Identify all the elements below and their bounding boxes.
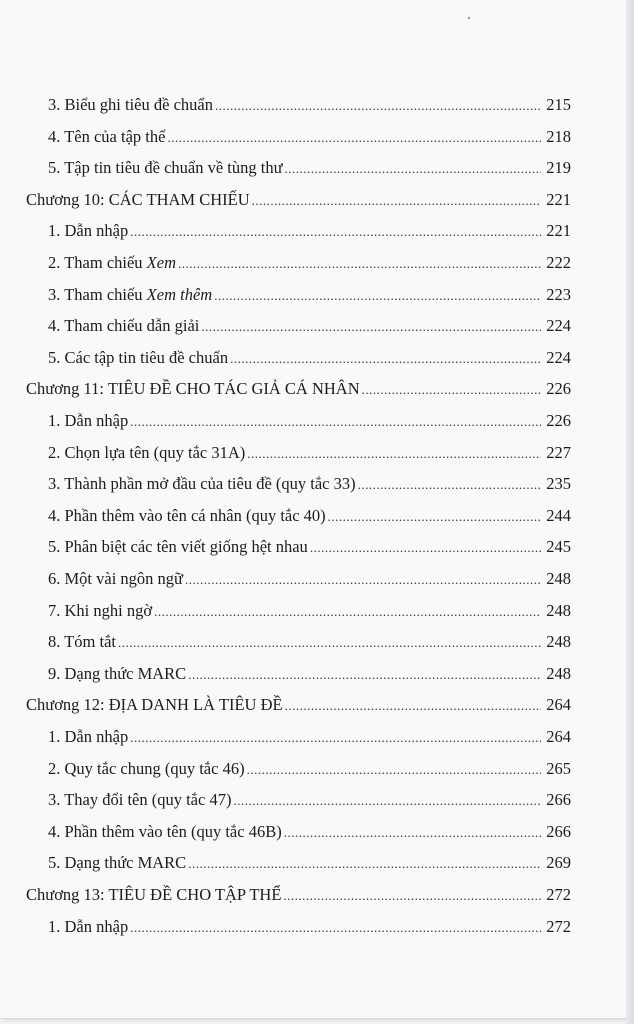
toc-section-entry: [48, 442, 571, 464]
toc-entry-title: 9. Dạng thức MARC: [48, 663, 187, 683]
toc-dot-leader: [310, 537, 541, 559]
toc-entry-title: Chương 12: ĐỊA DANH LÀ TIÊU ĐỀ: [26, 695, 283, 715]
toc-section-entry: [48, 758, 571, 780]
toc-dot-leader: [130, 917, 541, 939]
toc-page-number: 224: [546, 347, 571, 367]
toc-section-entry: [48, 157, 571, 179]
toc-section-entry: [48, 852, 571, 874]
toc-dot-leader: [215, 95, 541, 117]
toc-page-number: 245: [546, 537, 571, 557]
toc-entry-title: 4. Tên của tập thể: [48, 126, 166, 146]
toc-entry-title: 5. Phân biệt các tên viết giống hệt nhau: [48, 537, 308, 557]
toc-dot-leader: [188, 664, 541, 686]
toc-page-number: 266: [546, 790, 571, 810]
toc-section-entry: [48, 789, 571, 811]
toc-entry-title: 5. Dạng thức MARC: [48, 853, 187, 873]
toc-page-number: 265: [546, 758, 571, 778]
toc-page-number: 244: [546, 505, 571, 525]
toc-entry-title: 8. Tóm tắt: [48, 632, 116, 652]
toc-page-number: 272: [546, 885, 571, 904]
page-edge-shadow: [626, 0, 634, 1024]
toc-dot-leader: [358, 474, 541, 496]
toc-dot-leader: [283, 885, 541, 907]
toc-dot-leader: [214, 285, 541, 307]
toc-dot-leader: [233, 790, 541, 812]
toc-entry-title: 4. Tham chiếu dẫn giải: [48, 316, 200, 336]
toc-entry-title: 1. Dẫn nhập: [48, 411, 129, 430]
toc-section-entry: [48, 600, 571, 622]
toc-entry-title: 7. Khi nghi ngờ: [48, 600, 153, 620]
toc-dot-leader: [130, 727, 541, 749]
toc-page-number: 218: [546, 126, 571, 146]
toc-section-entry: [48, 284, 571, 306]
toc-entry-title: 5. Tập tin tiêu đề chuẩn về tùng thư: [48, 158, 283, 178]
toc-page-number: 221: [546, 189, 571, 209]
toc-dot-leader: [285, 695, 541, 717]
toc-entry-title: 4. Phần thêm vào tên (quy tắc 46B): [48, 821, 282, 841]
toc-dot-leader: [201, 316, 541, 338]
toc-dot-leader: [185, 569, 541, 591]
toc-section-entry: [48, 347, 571, 369]
toc-chapter-entry: [26, 189, 571, 211]
toc-chapter-entry: [26, 694, 571, 716]
toc-section-entry: [48, 536, 571, 558]
toc-section-entry: [48, 410, 571, 432]
toc-page-number: 221: [546, 221, 571, 241]
toc-section-entry: [48, 126, 571, 148]
toc-dot-leader: [130, 411, 541, 433]
toc-page-number: 248: [546, 632, 571, 652]
toc-section-entry: [48, 315, 571, 337]
toc-entry-title: 3. Tham chiếu Xem thêm: [48, 284, 213, 304]
toc-entry-title: 5. Các tập tin tiêu đề chuẩn: [48, 347, 229, 367]
toc-page-number: 266: [546, 821, 571, 841]
toc-dot-leader: [188, 853, 541, 875]
toc-dot-leader: [247, 443, 541, 465]
toc-page-number: 248: [546, 569, 571, 588]
toc-entry-title: Chương 13: TIÊU ĐỀ CHO TẬP THỂ: [26, 885, 282, 904]
toc-section-entry: [48, 473, 571, 495]
toc-page-number: 219: [546, 158, 571, 178]
toc-entry-title: 2. Chọn lựa tên (quy tắc 31A): [48, 442, 246, 462]
toc-dot-leader: [284, 822, 541, 844]
toc-dot-leader: [328, 506, 541, 528]
toc-section-entry: [48, 916, 571, 938]
toc-page-number: 248: [546, 663, 571, 683]
toc-section-entry: [48, 568, 571, 590]
toc-section-entry: [48, 663, 571, 685]
toc-page-number: 226: [546, 379, 571, 399]
toc-section-entry: [48, 94, 571, 116]
toc-dot-leader: [362, 379, 541, 401]
speck-mark: [468, 17, 470, 19]
toc-page-number: 248: [546, 600, 571, 620]
toc-entry-title: 3. Thay đổi tên (quy tắc 47): [48, 790, 232, 810]
toc-page-number: 235: [546, 474, 571, 494]
toc-chapter-entry: [26, 378, 571, 400]
toc-entry-title: 1. Dẫn nhập: [48, 916, 129, 936]
toc-page-number: 227: [546, 442, 571, 462]
toc-chapter-entry: [26, 884, 571, 906]
toc-entry-title: 2. Quy tắc chung (quy tắc 46): [48, 758, 245, 778]
toc-page-number: 226: [546, 411, 571, 430]
toc-section-entry: [48, 505, 571, 527]
toc-entry-title: 1. Dẫn nhập: [48, 727, 129, 746]
toc-section-entry: [48, 631, 571, 653]
toc-entry-title: Chương 11: TIÊU ĐỀ CHO TÁC GIẢ CÁ NHÂN: [26, 379, 360, 399]
toc-entry-title: 3. Thành phần mở đầu của tiêu đề (quy tắc 33): [48, 474, 356, 494]
toc-entry-italic-term: Xem: [146, 253, 176, 272]
toc-page-number: 223: [546, 284, 571, 304]
toc-entry-title: 1. Dẫn nhập: [48, 221, 129, 241]
toc-dot-leader: [130, 221, 541, 243]
toc-entry-title: 4. Phần thêm vào tên cá nhân (quy tắc 40): [48, 505, 326, 525]
toc-page-number: 222: [546, 253, 571, 272]
toc-page-number: 272: [546, 916, 571, 936]
toc-entry-title: Chương 10: CÁC THAM CHIẾU: [26, 189, 250, 209]
toc-dot-leader: [118, 632, 541, 654]
toc-section-entry: [48, 726, 571, 748]
toc-page-number: 269: [546, 853, 571, 873]
toc-page-number: 264: [546, 727, 571, 746]
toc-entry-title: 3. Biểu ghi tiêu đề chuẩn: [48, 95, 213, 114]
toc-entry-title: 6. Một vài ngôn ngữ: [48, 569, 183, 588]
toc-dot-leader: [178, 253, 541, 275]
toc-dot-leader: [285, 158, 541, 180]
toc-dot-leader: [252, 190, 541, 212]
toc-page-number: 224: [546, 316, 571, 336]
toc-page-number: 264: [546, 695, 571, 715]
toc-dot-leader: [167, 127, 541, 149]
toc-section-entry: [48, 220, 571, 242]
toc-entry-title: 2. Tham chiếu Xem: [48, 253, 176, 272]
toc-page-number: 215: [546, 95, 571, 114]
toc-section-entry: [48, 821, 571, 843]
toc-dot-leader: [247, 759, 541, 781]
toc-entry-italic-term: Xem thêm: [146, 284, 213, 304]
toc-dot-leader: [230, 348, 541, 370]
toc-section-entry: [48, 252, 571, 274]
toc-dot-leader: [154, 601, 541, 623]
